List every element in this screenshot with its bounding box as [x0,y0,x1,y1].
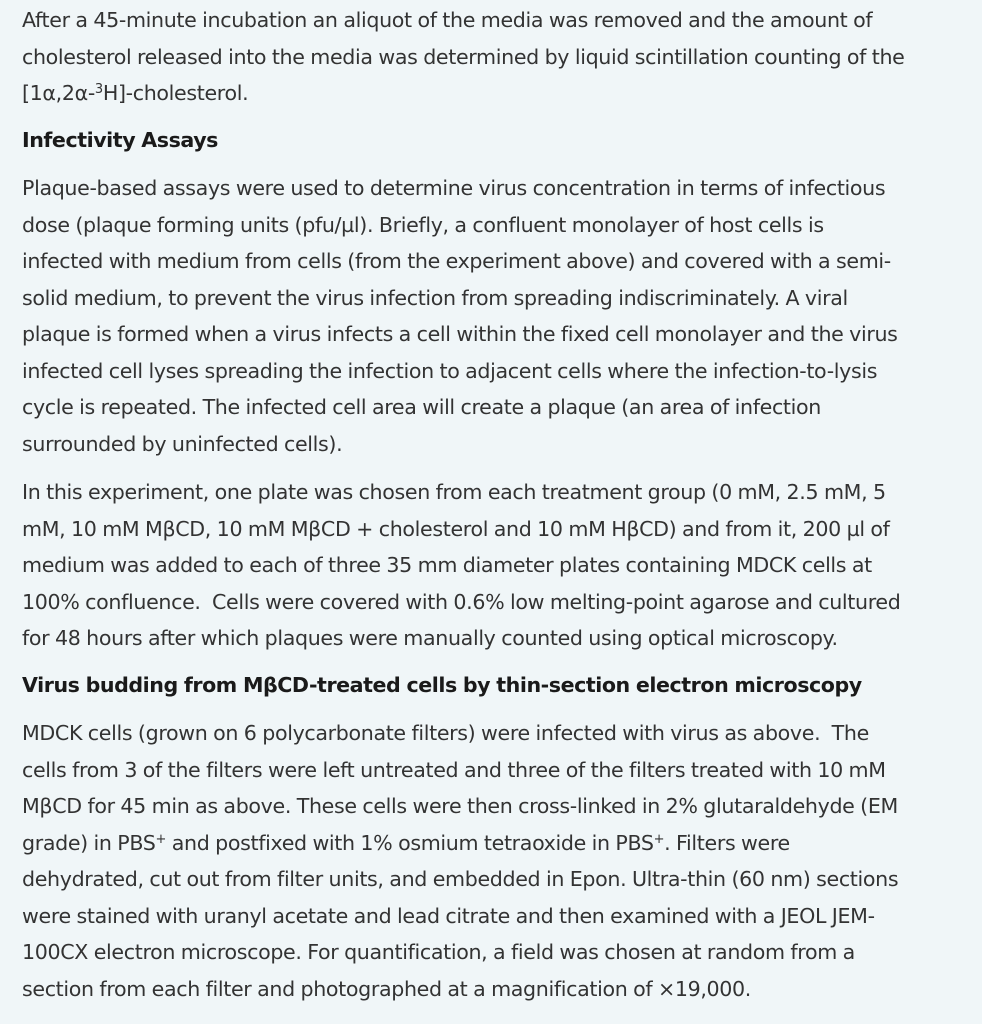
text-line: cholesterol released into the media was determined by liquid scintillation counting of the [22,44,905,69]
text-line: After a 45-minute incubation an aliquot of the media was removed and the amount of [22,8,873,32]
text-line: surrounded by uninfected cells). [22,431,343,456]
text-line: cycle is repeated. The infected cell area will create a plaque (an area of infection [22,395,821,419]
paragraph-experiment-plates [22,474,968,657]
paragraph-cholesterol-release [22,2,968,112]
text-line: infected with medium from cells (from the experiment above) and covered with a semi- [22,249,891,273]
text-line: were stained with uranyl acetate and lead citrate and then examined with a JEOL JEM- [22,903,875,928]
text-line: section from each filter and photographed at a magnification of ×19,000. [22,976,752,1001]
text-line [22,825,968,862]
text-line: mM, 10 mM MβCD, 10 mM MβCD + cholesterol and 10 mM HβCD) and from it, 200 µl of [22,516,890,541]
text-line: infected cell lyses spreading the infection to adjacent cells where the infection-to-lysis [22,358,878,383]
text-line: In this experiment, one plate was chosen from each treatment group (0 mM, 2.5 mM, 5 [22,480,886,504]
text-line: dose (plaque forming units (pfu/µl). Briefly, a confluent monolayer of host cells is [22,212,824,237]
section-heading-virus-budding: Virus budding from MβCD-treated cells by thin-section electron microscopy [22,672,862,697]
text-line: 100CX electron microscope. For quantification, a field was chosen at random from a [22,940,855,964]
text-line: Plaque-based assays were used to determine virus concentration in terms of infectious [22,176,886,200]
superscript: + [155,831,167,847]
text-line [22,75,968,112]
paragraph-plaque-assays [22,170,968,462]
paragraph-electron-microscopy [22,715,968,1007]
text-line: MDCK cells (grown on 6 polycarbonate filters) were infected with virus as above. The [22,721,869,745]
section-heading-infectivity-assays: Infectivity Assays [22,127,218,152]
superscript: 3 [94,82,103,97]
text-line: 100% confluence. Cells were covered with 0.6% low melting-point agarose and cultured [22,589,901,614]
text-fragment: [1α,2α- [22,81,95,105]
text-line: dehydrated, cut out from filter units, and embedded in Epon. Ultra-thin (60 nm) sections [22,867,899,891]
text-line: solid medium, to prevent the virus infection from spreading indiscriminately. A viral [22,285,848,310]
text-fragment: and postfixed with 1% osmium tetraoxide in PBS [166,830,654,855]
text-fragment: . Filters were [664,830,790,855]
text-line: cells from 3 of the filters were left untreated and three of the filters treated with 10 mM [22,757,886,782]
text-line: MβCD for 45 min as above. These cells were then cross-linked in 2% glutaraldehyde (EM [22,794,898,818]
text-fragment: grade) in PBS [22,830,156,855]
text-fragment: H]-cholesterol. [102,81,249,105]
text-line: plaque is formed when a virus infects a cell within the fixed cell monolayer and the virus [22,322,898,346]
superscript: + [653,831,665,847]
text-line: for 48 hours after which plaques were manually counted using optical microscopy. [22,626,838,650]
text-line: medium was added to each of three 35 mm diameter plates containing MDCK cells at [22,553,872,577]
